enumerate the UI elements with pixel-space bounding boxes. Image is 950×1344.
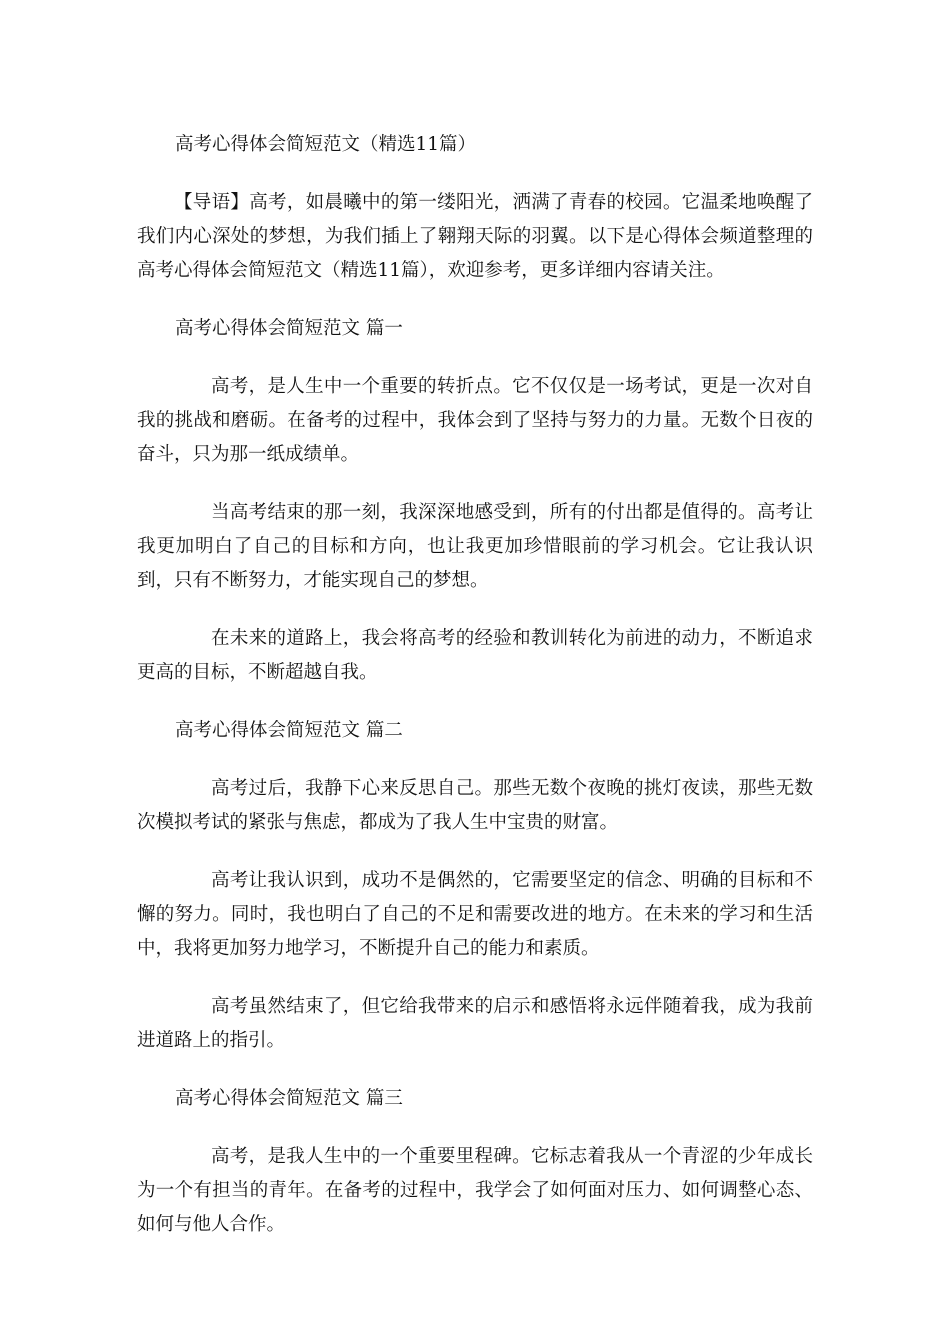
section-2 <box>137 714 813 1058</box>
intro-paragraph: 【导语】高考，如晨曦中的第一缕阳光，洒满了青春的校园。它温柔地唤醒了我们内心深处的梦想，为我们插上了翱翔天际的羽翼。以下是心得体会频道整理的高考心得体会简短范文（精选11篇），欢迎参考，更多详细内容请关注。 <box>137 192 813 281</box>
section-paragraph: 当高考结束的那一刻，我深深地感受到，所有的付出都是值得的。高考让我更加明白了自己的目标和方向，也让我更加珍惜眼前的学习机会。它让我认识到，只有不断努力，才能实现自己的梦想。 <box>137 502 813 591</box>
section-3 <box>137 1082 813 1242</box>
section-paragraph: 高考虽然结束了，但它给我带来的启示和感悟将永远伴随着我，成为我前进道路上的指引。 <box>137 996 813 1051</box>
section-paragraph: 高考，是我人生中的一个重要里程碑。它标志着我从一个青涩的少年成长为一个有担当的青年。在备考的过程中，我学会了如何面对压力、如何调整心态、如何与他人合作。 <box>137 1146 813 1235</box>
document-body <box>137 128 813 1266</box>
section-paragraph: 高考过后，我静下心来反思自己。那些无数个夜晚的挑灯夜读，那些无数次模拟考试的紧张与焦虑，都成为了我人生中宝贵的财富。 <box>137 778 813 833</box>
section-paragraph: 高考，是人生中一个重要的转折点。它不仅仅是一场考试，更是一次对自我的挑战和磨砺。在备考的过程中，我体会到了坚持与努力的力量。无数个日夜的奋斗，只为那一纸成绩单。 <box>137 376 813 465</box>
section-1 <box>137 312 813 690</box>
section-heading: 高考心得体会简短范文 篇三 <box>175 1088 403 1109</box>
document-title: 高考心得体会简短范文（精选11篇） <box>175 134 477 155</box>
section-paragraph: 高考让我认识到，成功不是偶然的，它需要坚定的信念、明确的目标和不懈的努力。同时，我也明白了自己的不足和需要改进的地方。在未来的学习和生活中，我将更加努力地学习，不断提升自己的能力和素质。 <box>137 870 813 959</box>
section-paragraph: 在未来的道路上，我会将高考的经验和教训转化为前进的动力，不断追求更高的目标，不断超越自我。 <box>137 628 813 683</box>
section-heading: 高考心得体会简短范文 篇二 <box>175 720 403 741</box>
section-heading: 高考心得体会简短范文 篇一 <box>175 318 403 339</box>
